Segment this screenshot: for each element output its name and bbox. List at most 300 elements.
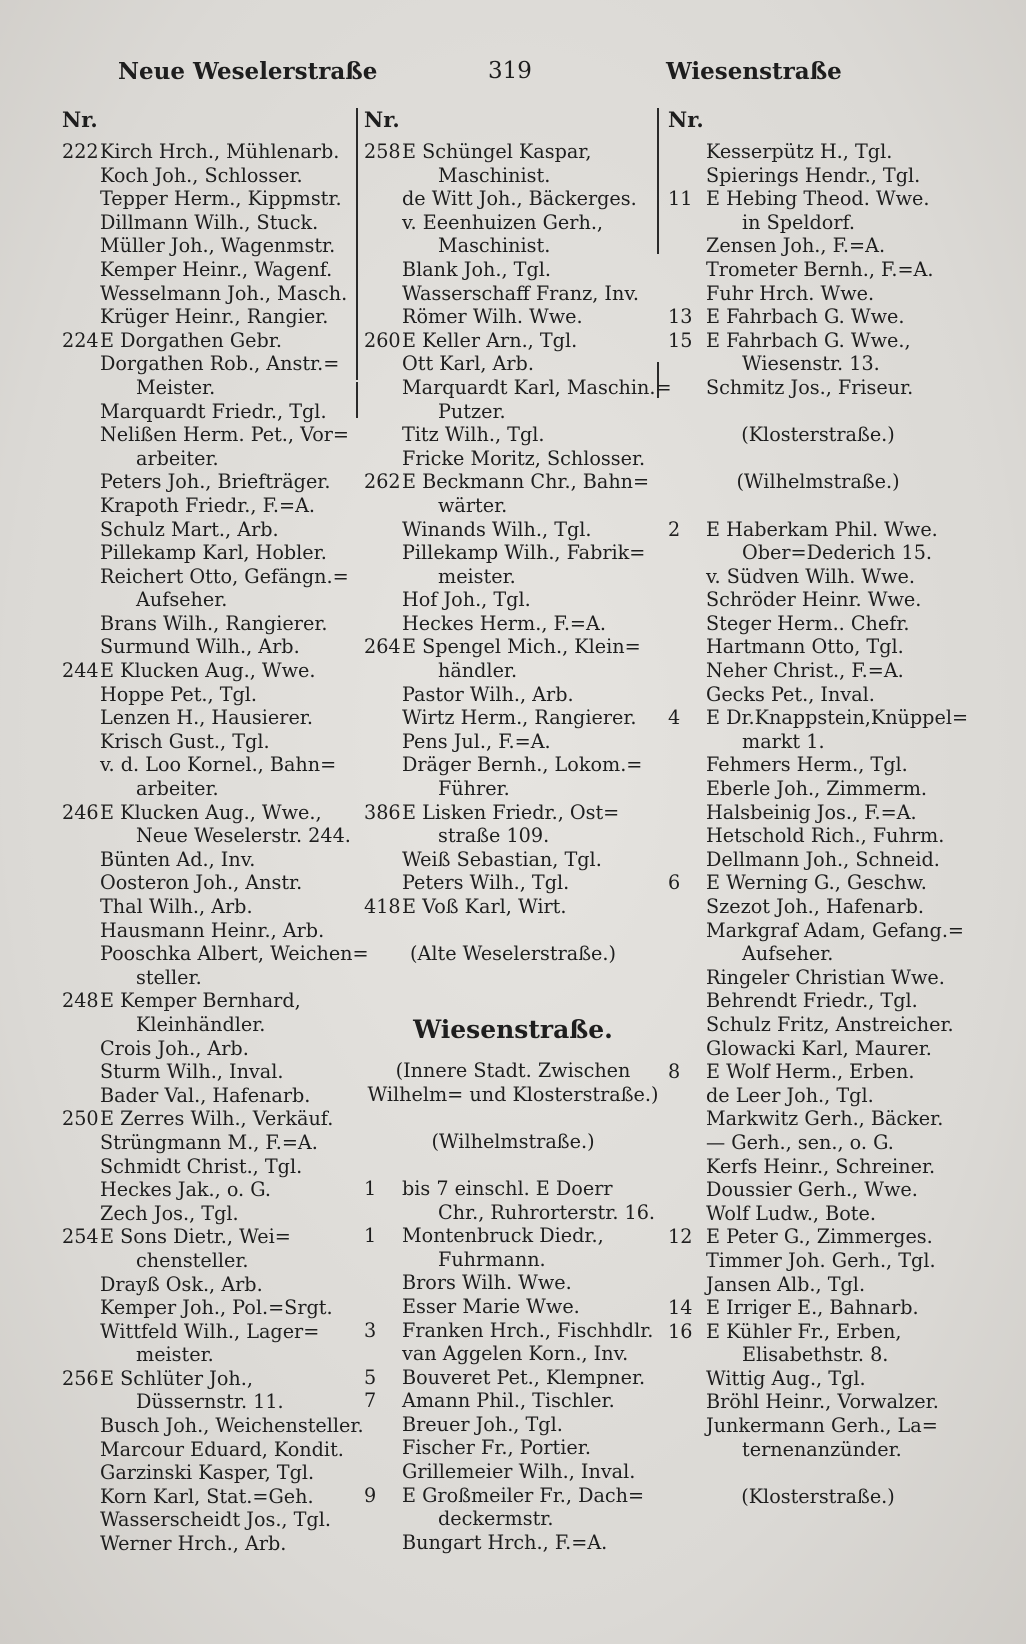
- entry-text: Brors Wilh. Wwe.: [402, 1271, 572, 1295]
- house-number: 262: [364, 470, 401, 494]
- cross-street-note: (Klosterstraße.): [741, 1484, 895, 1508]
- resident-entry: [668, 895, 968, 919]
- house-number: 12: [668, 1225, 693, 1249]
- entry-text: E Lisken Friedr., Ost=: [402, 800, 620, 824]
- entry-continuation: [364, 400, 662, 424]
- entry-text: E Klucken Aug., Wwe.,: [100, 800, 322, 824]
- resident-entry: [668, 258, 968, 282]
- house-number: 13: [668, 305, 693, 329]
- resident-entry: [364, 211, 662, 235]
- entry-text: Schulz Fritz, Anstreicher.: [706, 1012, 954, 1036]
- resident-entry: [668, 282, 968, 306]
- entry-text: Bünten Ad., Inv.: [100, 847, 256, 871]
- entry-text: Bröhl Heinr., Vorwalzer.: [706, 1390, 939, 1414]
- entry-text: Müller Joh., Wagenmstr.: [100, 234, 336, 258]
- entry-continuation: [668, 211, 968, 235]
- entry-text: Timmer Joh. Gerh., Tgl.: [706, 1248, 936, 1272]
- entry-text: Krapoth Friedr., F.=A.: [100, 493, 316, 517]
- entry-text: Bungart Hrch., F.=A.: [402, 1530, 608, 1554]
- resident-entry: [668, 919, 968, 943]
- entry-text: Peters Joh., Briefträger.: [100, 470, 331, 494]
- entry-continuation: [62, 1013, 352, 1037]
- resident-entry: [364, 187, 662, 211]
- house-number: 386: [364, 800, 401, 824]
- spacer: [364, 1106, 662, 1130]
- entry-text: markt 1.: [742, 729, 825, 753]
- entry-text: — Gerh., sen., o. G.: [706, 1130, 894, 1154]
- resident-entry: [62, 895, 352, 919]
- entry-text: Dorgathen Rob., Anstr.=: [100, 352, 340, 376]
- resident-entry: [62, 470, 352, 494]
- resident-entry: [62, 942, 369, 966]
- entry-text: Wittfeld Wilh., Lager=: [100, 1319, 320, 1343]
- entry-text: Kleinhändler.: [136, 1012, 266, 1036]
- entry-text: Dräger Bernh., Lokom.=: [402, 753, 643, 777]
- entry-text: v. Südven Wilh. Wwe.: [706, 564, 916, 588]
- resident-entry: [364, 1436, 662, 1460]
- resident-entry: [364, 635, 662, 659]
- entry-text: Amann Phil., Tischler.: [402, 1389, 615, 1413]
- entry-text: Crois Joh., Arb.: [100, 1036, 249, 1060]
- entry-text: Thal Wilh., Arb.: [100, 895, 253, 918]
- house-number: 244: [62, 659, 99, 683]
- entry-text: händler.: [438, 659, 518, 683]
- resident-entry: [364, 375, 672, 400]
- house-number: 418: [364, 895, 401, 918]
- entry-continuation: [668, 541, 968, 565]
- entry-text: E Voß Karl, Wirt.: [402, 895, 567, 918]
- entry-continuation: [364, 1507, 662, 1531]
- entry-text: Düssernstr. 11.: [136, 1390, 284, 1414]
- entry-text: E Großmeiler Fr., Dach=: [402, 1483, 645, 1507]
- resident-entry: [62, 659, 352, 683]
- resident-entry: [668, 376, 968, 400]
- entry-text: Wesselmann Joh., Masch.: [100, 281, 348, 305]
- entry-text: de Witt Joh., Bäckerges.: [402, 187, 637, 211]
- resident-entry: [62, 1084, 352, 1108]
- resident-entry: [364, 1413, 662, 1437]
- entry-text: Aufseher.: [742, 942, 834, 966]
- resident-entry: [62, 989, 352, 1013]
- resident-entry: [62, 494, 352, 518]
- entry-continuation: [62, 1249, 352, 1273]
- resident-entry: [62, 565, 352, 589]
- resident-entry: [668, 1202, 968, 1226]
- entry-text: Marquardt Karl, Maschin.=: [402, 375, 672, 399]
- entry-text: Ober=Dederich 15.: [742, 541, 933, 565]
- entry-text: Pillekamp Karl, Hobler.: [100, 541, 327, 565]
- house-number: 8: [668, 1060, 681, 1084]
- entry-text: Heckes Jak., o. G.: [100, 1178, 271, 1202]
- entry-text: Pastor Wilh., Arb.: [402, 682, 574, 706]
- entry-text: Bader Val., Hafenarb.: [100, 1083, 311, 1107]
- house-number: 260: [364, 328, 401, 352]
- entry-text: E Schlüter Joh.,: [100, 1366, 253, 1390]
- house-number: 9: [364, 1483, 377, 1507]
- resident-entry: [668, 164, 968, 188]
- cross-street-note: (Klosterstraße.): [741, 423, 895, 447]
- entry-text: Behrendt Friedr., Tgl.: [706, 989, 918, 1013]
- resident-entry: [668, 1320, 968, 1344]
- entry-text: Neher Christ., F.=A.: [706, 659, 904, 683]
- spacer: [668, 494, 968, 518]
- resident-entry: [364, 1389, 662, 1413]
- resident-entry: [668, 1107, 968, 1131]
- resident-entry: [62, 753, 352, 777]
- resident-entry: [62, 1508, 352, 1532]
- resident-entry: [62, 1296, 352, 1320]
- entry-continuation: [62, 588, 352, 612]
- entry-continuation: [668, 352, 968, 376]
- entry-text: Jansen Alb., Tgl.: [706, 1272, 866, 1296]
- house-number: 4: [668, 706, 681, 730]
- resident-entry: [668, 1084, 968, 1108]
- entry-text: Fuhrmann.: [438, 1247, 546, 1271]
- resident-entry: [62, 1461, 352, 1485]
- entry-text: E Hebing Theod. Wwe.: [706, 187, 930, 211]
- house-number: 3: [364, 1318, 377, 1342]
- entry-text: Nelißen Herm. Pet., Vor=: [100, 423, 350, 447]
- resident-entry: [668, 1013, 968, 1037]
- resident-entry: [668, 329, 968, 353]
- resident-entry: [364, 683, 662, 707]
- resident-entry: [62, 1107, 352, 1131]
- resident-entry: [364, 1295, 662, 1319]
- house-number: 11: [668, 187, 693, 211]
- resident-entry: [62, 1155, 352, 1179]
- resident-entry: [668, 234, 968, 258]
- resident-entry: [62, 1532, 352, 1556]
- entry-text: Bouveret Pet., Klempner.: [402, 1365, 646, 1389]
- resident-entry: [364, 447, 662, 471]
- cross-street-note: (Alte Weselerstraße.): [410, 942, 616, 966]
- resident-entry: [364, 730, 662, 754]
- entry-text: Wasserscheidt Jos., Tgl.: [100, 1508, 331, 1532]
- resident-entry: [62, 848, 352, 872]
- entry-text: E Kühler Fr., Erben,: [706, 1319, 902, 1343]
- resident-entry: [364, 1484, 662, 1508]
- entry-continuation: [62, 376, 352, 400]
- resident-entry: [62, 423, 352, 447]
- entry-text: Zensen Joh., F.=A.: [706, 234, 886, 258]
- resident-entry: [364, 706, 662, 730]
- resident-entry: [668, 1131, 968, 1155]
- resident-entry: [62, 635, 352, 659]
- resident-entry: [364, 282, 662, 306]
- house-number: 250: [62, 1107, 99, 1131]
- resident-entry: [62, 730, 352, 754]
- entry-text: Fischer Fr., Portier.: [402, 1436, 591, 1460]
- entry-text: Fricke Moritz, Schlosser.: [402, 446, 646, 470]
- cross-street-note: (Innere Stadt. Zwischen: [395, 1058, 631, 1082]
- entry-text: Kemper Heinr., Wagenf.: [100, 257, 333, 281]
- resident-entry: [364, 329, 662, 353]
- entry-text: Doussier Gerh., Wwe.: [706, 1178, 918, 1202]
- entry-text: Reichert Otto, Gefängn.=: [100, 564, 349, 588]
- entry-text: Wolf Ludw., Bote.: [706, 1201, 876, 1225]
- resident-entry: [364, 470, 662, 494]
- resident-entry: [62, 541, 352, 565]
- spacer: [668, 400, 968, 424]
- column-3: [668, 140, 968, 1508]
- house-number: 256: [62, 1366, 99, 1390]
- entry-text: Steger Herm.. Chefr.: [706, 611, 910, 635]
- entry-text: Garzinski Kasper, Tgl.: [100, 1461, 315, 1485]
- resident-entry: [668, 1225, 968, 1249]
- resident-entry: [668, 871, 968, 895]
- entry-text: Putzer.: [438, 399, 506, 423]
- entry-text: E Dorgathen Gebr.: [100, 328, 282, 352]
- entry-text: Korn Karl, Stat.=Geh.: [100, 1484, 314, 1508]
- entry-text: Dellmann Joh., Schneid.: [706, 847, 940, 871]
- house-number: 2: [668, 517, 681, 541]
- entry-text: E Sons Dietr., Wei=: [100, 1225, 291, 1249]
- entry-text: Wasserschaff Franz, Inv.: [402, 281, 640, 305]
- resident-entry: [668, 753, 968, 777]
- entry-text: E Fahrbach G. Wwe.: [706, 305, 905, 329]
- resident-entry: [62, 1202, 352, 1226]
- resident-entry: [668, 777, 968, 801]
- entry-text: E Keller Arn., Tgl.: [402, 328, 578, 352]
- entry-text: straße 109.: [438, 824, 550, 848]
- house-number: 264: [364, 635, 401, 659]
- entry-text: Peters Wilh., Tgl.: [402, 871, 570, 895]
- resident-entry: [62, 234, 352, 258]
- spacer: [364, 966, 662, 990]
- entry-text: bis 7 einschl. E Doerr: [402, 1176, 613, 1200]
- entry-text: Pillekamp Wilh., Fabrik=: [402, 541, 646, 565]
- house-number: 258: [364, 140, 401, 163]
- entry-text: Strüngmann M., F.=A.: [100, 1130, 318, 1154]
- column-rule-1b: [356, 382, 358, 418]
- entry-text: Halsbeinig Jos., F.=A.: [706, 800, 917, 824]
- house-number: 1: [364, 1224, 377, 1248]
- resident-entry: [668, 1390, 968, 1414]
- entry-continuation: [364, 824, 662, 848]
- entry-continuation: [668, 942, 968, 966]
- entry-continuation: [364, 659, 662, 683]
- resident-entry: [364, 1366, 662, 1390]
- entry-text: v. d. Loo Kornel., Bahn=: [100, 753, 337, 777]
- entry-text: Brans Wilh., Rangierer.: [100, 611, 328, 635]
- resident-entry: [364, 871, 662, 895]
- resident-entry: [668, 612, 968, 636]
- entry-text: E Kemper Bernhard,: [100, 989, 301, 1013]
- entry-text: Hetschold Rich., Fuhrm.: [706, 824, 945, 848]
- resident-entry: [62, 518, 352, 542]
- resident-entry: [62, 1225, 352, 1249]
- spacer: [364, 989, 662, 1013]
- entry-text: Kemper Joh., Pol.=Srgt.: [100, 1296, 333, 1320]
- resident-entry: [62, 612, 352, 636]
- resident-entry: [668, 824, 968, 848]
- resident-entry: [62, 1485, 352, 1509]
- entry-continuation: [364, 777, 662, 801]
- resident-entry: [364, 848, 662, 872]
- resident-entry: [62, 1438, 352, 1462]
- entry-text: E Werning G., Geschw.: [706, 871, 927, 895]
- resident-entry: [62, 140, 352, 164]
- entry-text: Aufseher.: [136, 588, 228, 612]
- entry-text: E Spengel Mich., Klein=: [402, 635, 641, 659]
- resident-entry: [364, 140, 662, 164]
- entry-text: Dillmann Wilh., Stuck.: [100, 210, 319, 234]
- entry-text: Szezot Joh., Hafenarb.: [706, 895, 924, 918]
- entry-continuation: [364, 1201, 662, 1225]
- resident-entry: [668, 588, 968, 612]
- entry-text: Titz Wilh., Tgl.: [402, 423, 545, 447]
- entry-text: Busch Joh., Weichensteller.: [100, 1414, 364, 1438]
- entry-text: E Fahrbach G. Wwe.,: [706, 328, 911, 352]
- entry-text: van Aggelen Korn., Inv.: [402, 1342, 629, 1366]
- entry-text: Wiesenstr. 13.: [742, 352, 880, 376]
- entry-text: Kirch Hrch., Mühlenarb.: [100, 140, 340, 163]
- resident-entry: [62, 683, 352, 707]
- entry-continuation: [62, 824, 352, 848]
- house-number: 1: [364, 1176, 377, 1200]
- entry-text: Glowacki Karl, Maurer.: [706, 1036, 932, 1060]
- resident-entry: [668, 305, 968, 329]
- entry-text: Marquardt Friedr., Tgl.: [100, 399, 327, 423]
- resident-entry: [668, 706, 968, 730]
- entry-continuation: [364, 494, 662, 518]
- entry-text: Elisabethstr. 8.: [742, 1343, 889, 1367]
- resident-entry: [62, 352, 352, 376]
- entry-text: Schmidt Christ., Tgl.: [100, 1154, 303, 1178]
- house-number: 254: [62, 1225, 99, 1249]
- entry-continuation: [364, 164, 662, 188]
- cross-street-note: (Wilhelmstraße.): [431, 1129, 595, 1153]
- resident-entry: [668, 659, 968, 683]
- resident-entry: [364, 612, 662, 636]
- resident-entry: [668, 1178, 968, 1202]
- entry-text: Hof Joh., Tgl.: [402, 588, 531, 612]
- resident-entry: [668, 1155, 968, 1179]
- entry-continuation: [62, 1390, 352, 1414]
- resident-entry: [364, 305, 662, 329]
- entry-text: Pens Jul., F.=A.: [402, 729, 551, 753]
- entry-text: E Irriger E., Bahnarb.: [706, 1296, 919, 1320]
- entry-text: E Dr.Knappstein,Knüppel=: [706, 706, 969, 730]
- entry-text: Eberle Joh., Zimmerm.: [706, 777, 927, 801]
- resident-entry: [668, 1037, 968, 1061]
- resident-entry: [62, 1037, 352, 1061]
- resident-entry: [364, 1342, 662, 1366]
- entry-text: Spierings Hendr., Tgl.: [706, 163, 921, 187]
- entry-text: chensteller.: [136, 1248, 249, 1272]
- resident-entry: [62, 1178, 352, 1202]
- resident-entry: [364, 801, 662, 825]
- entry-text: deckermstr.: [438, 1507, 554, 1531]
- resident-entry: [62, 187, 352, 211]
- entry-text: E Klucken Aug., Wwe.: [100, 659, 316, 683]
- resident-entry: [364, 258, 662, 282]
- resident-entry: [62, 164, 352, 188]
- entry-text: Kesserpütz H., Tgl.: [706, 140, 893, 163]
- resident-entry: [62, 211, 352, 235]
- entry-continuation: [364, 234, 662, 258]
- entry-text: Marcour Eduard, Kondit.: [100, 1437, 344, 1461]
- entry-text: Führer.: [438, 777, 510, 801]
- resident-entry: [668, 989, 968, 1013]
- resident-entry: [668, 565, 968, 589]
- resident-entry: [668, 1414, 968, 1438]
- entry-text: in Speldorf.: [742, 210, 856, 234]
- entry-text: Ott Karl, Arb.: [402, 352, 534, 376]
- resident-entry: [364, 352, 662, 376]
- resident-entry: [62, 1060, 352, 1084]
- entry-continuation: [62, 966, 352, 990]
- entry-text: Trometer Bernh., F.=A.: [706, 257, 934, 281]
- resident-entry: [668, 187, 968, 211]
- resident-entry: [668, 140, 968, 164]
- resident-entry: [62, 706, 352, 730]
- house-number: 7: [364, 1389, 377, 1413]
- column-rule-1a: [356, 108, 358, 380]
- spacer: [364, 1047, 662, 1059]
- entry-text: Sturm Wilh., Inval.: [100, 1060, 284, 1084]
- resident-entry: [62, 282, 352, 306]
- resident-entry: [62, 1131, 352, 1155]
- resident-entry: [62, 305, 352, 329]
- resident-entry: [668, 1249, 968, 1273]
- resident-entry: [62, 919, 352, 943]
- entry-text: Chr., Ruhrorterstr. 16.: [438, 1200, 656, 1224]
- house-number: 5: [364, 1365, 377, 1389]
- cross-street-note: (Wilhelmstraße.): [736, 470, 900, 494]
- resident-entry: [364, 588, 662, 612]
- house-number: 15: [668, 328, 693, 352]
- column-1: [62, 140, 369, 1556]
- resident-entry: [364, 1319, 662, 1343]
- entry-text: Schmitz Jos., Friseur.: [706, 375, 914, 399]
- resident-entry: [668, 801, 968, 825]
- house-number: 6: [668, 871, 681, 895]
- entry-continuation: [62, 777, 352, 801]
- house-number: 246: [62, 800, 99, 824]
- entry-text: Schulz Mart., Arb.: [100, 517, 279, 541]
- resident-entry: [668, 1296, 968, 1320]
- entry-text: Lenzen H., Hausierer.: [100, 706, 313, 730]
- resident-entry: [364, 753, 662, 777]
- entry-text: Junkermann Gerh., La=: [706, 1414, 938, 1438]
- house-number: 16: [668, 1319, 693, 1343]
- resident-entry: [364, 423, 662, 447]
- entry-text: Heckes Herm., F.=A.: [402, 611, 606, 635]
- resident-entry: [364, 1531, 662, 1555]
- resident-entry: [668, 635, 968, 659]
- entry-text: Wittig Aug., Tgl.: [706, 1366, 866, 1390]
- resident-entry: [364, 541, 662, 565]
- resident-entry: [364, 895, 662, 919]
- resident-entry: [62, 871, 352, 895]
- nr-label-col3: Nr.: [668, 107, 704, 132]
- section-title: Wiesenstraße.: [413, 1014, 613, 1044]
- entry-text: Kerfs Heinr., Schreiner.: [706, 1154, 936, 1178]
- entry-text: E Wolf Herm., Erben.: [706, 1060, 915, 1084]
- entry-text: Neue Weselerstr. 244.: [136, 824, 351, 848]
- entry-text: Fehmers Herm., Tgl.: [706, 753, 908, 777]
- header-left-street: Neue Weselerstraße: [118, 58, 378, 85]
- resident-entry: [364, 1271, 662, 1295]
- house-number: 14: [668, 1296, 693, 1320]
- entry-text: Breuer Joh., Tgl.: [402, 1412, 563, 1436]
- entry-text: Römer Wilh. Wwe.: [402, 305, 583, 329]
- header-right-street: Wiesenstraße: [666, 58, 842, 85]
- entry-text: Markgraf Adam, Gefang.=: [706, 918, 964, 942]
- resident-entry: [364, 1460, 662, 1484]
- resident-entry: [364, 518, 662, 542]
